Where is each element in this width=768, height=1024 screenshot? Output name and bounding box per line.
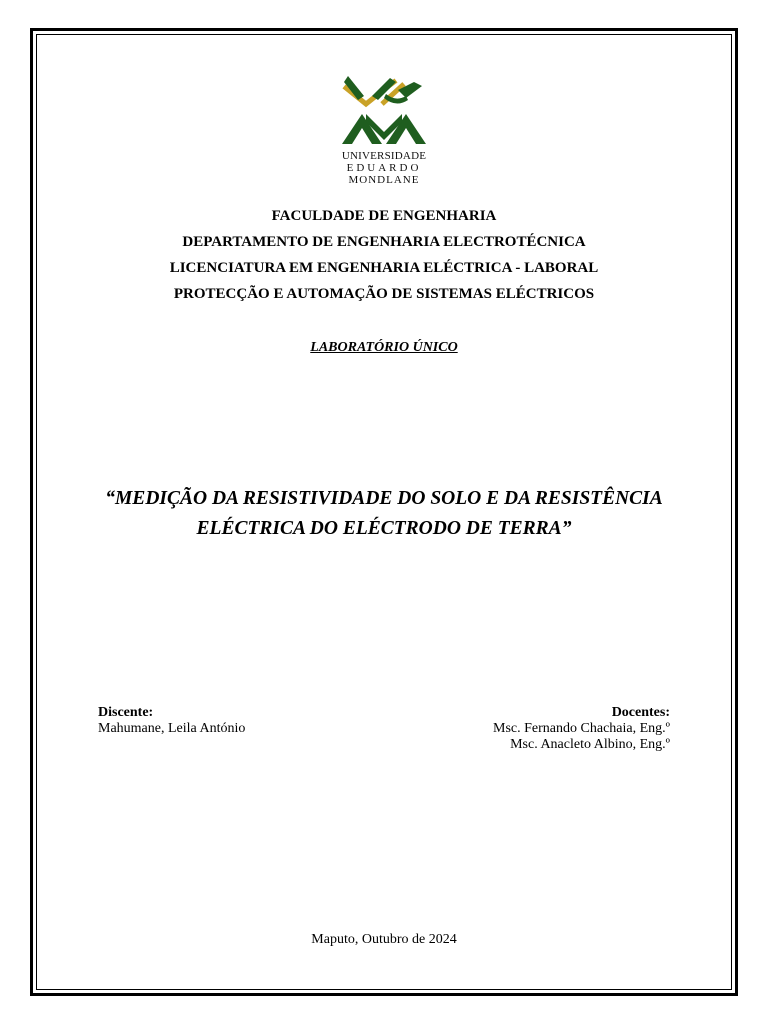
course-name: PROTECÇÃO E AUTOMAÇÃO DE SISTEMAS ELÉCTRICOS [173, 286, 595, 302]
logo-text-eduardo: EDUARDO [346, 162, 422, 174]
student-block [98, 705, 245, 737]
teacher-name-1: Msc. Fernando Chachaia, Eng.º [493, 721, 670, 736]
university-emblem-icon [336, 74, 432, 148]
university-logo [336, 74, 432, 190]
logo-text-universidade: UNIVERSIDADE [341, 150, 427, 162]
report-title-line-1: “MEDIÇÃO DA RESISTIVIDADE DO SOLO E DA RESISTÊNCIA [105, 488, 663, 509]
faculty-name: FACULDADE DE ENGENHARIA [271, 208, 497, 224]
teacher-name-2: Msc. Anacleto Albino, Eng.º [510, 737, 670, 752]
lab-title: LABORATÓRIO ÚNICO [310, 340, 458, 355]
student-name: Mahumane, Leila António [98, 721, 246, 736]
place-and-date: Maputo, Outubro de 2024 [311, 932, 457, 947]
report-title-line-2: ELÉCTRICA DO ELÉCTRODO DE TERRA” [196, 518, 572, 539]
institution-header [60, 203, 708, 307]
logo-text-mondlane: MONDLANE [348, 174, 420, 186]
report-title [60, 484, 708, 544]
teachers-block [493, 705, 670, 753]
department-name: DEPARTAMENTO DE ENGENHARIA ELECTROTÉCNICA [182, 234, 586, 250]
teachers-label: Docentes: [611, 705, 670, 720]
student-label: Discente: [98, 705, 154, 720]
degree-name: LICENCIATURA EM ENGENHARIA ELÉCTRICA - LABORAL [169, 260, 599, 276]
